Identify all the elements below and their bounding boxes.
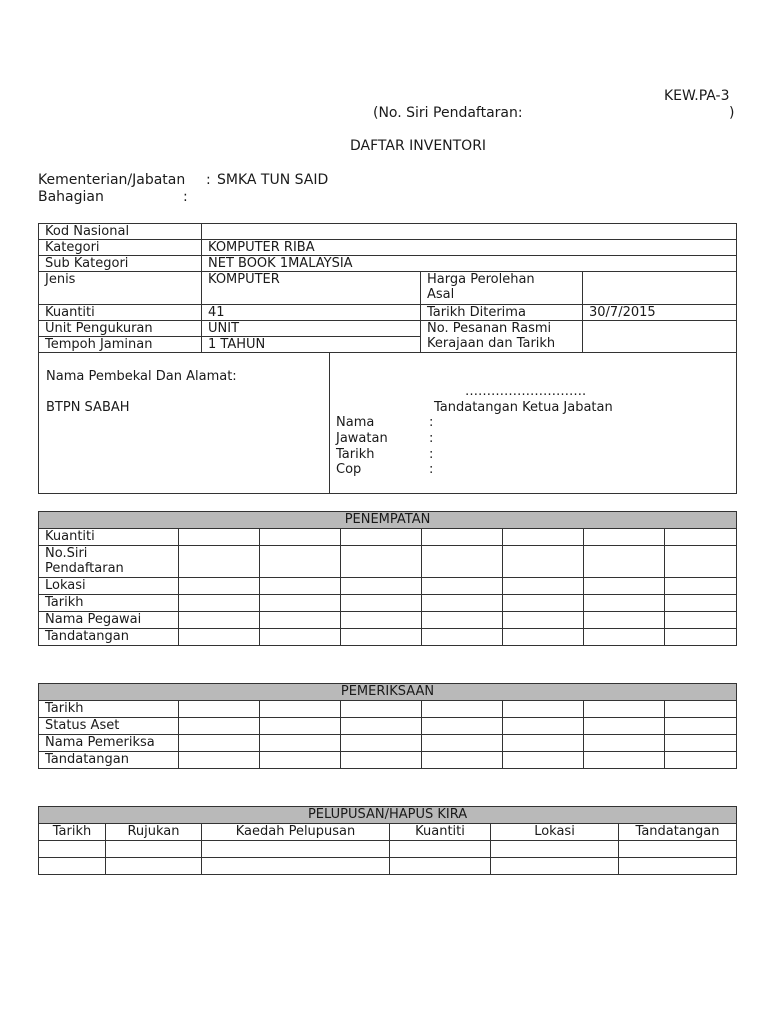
kategori-label: Kategori bbox=[39, 240, 202, 256]
pesanan-label-line2: Kerajaan dan Tarikh bbox=[427, 336, 556, 351]
supplier-label: Nama Pembekal Dan Alamat: bbox=[46, 369, 237, 384]
supplier-value: BTPN SABAH bbox=[46, 400, 130, 415]
tarikh-label: Tarikh bbox=[336, 447, 375, 462]
supplier-divider bbox=[329, 352, 330, 493]
form-code: KEW.PA-3 bbox=[664, 88, 730, 104]
siri-label: (No. Siri Pendaftaran: bbox=[373, 105, 523, 121]
pesanan-value bbox=[583, 321, 737, 353]
jenis-value: KOMPUTER bbox=[202, 272, 421, 305]
pemeriksaan-title: PEMERIKSAAN bbox=[39, 684, 737, 701]
penempatan-row-pegawai: Nama Pegawai bbox=[39, 612, 179, 629]
harga-label-line1: Harga Perolehan bbox=[427, 272, 535, 287]
jawatan-label: Jawatan bbox=[336, 431, 388, 446]
kuantiti-value: 41 bbox=[202, 305, 421, 321]
tarikh-diterima-label: Tarikh Diterima bbox=[421, 305, 583, 321]
kategori-value: KOMPUTER RIBA bbox=[202, 240, 737, 256]
nosiri-line1: No.Siri bbox=[45, 546, 88, 561]
page-title: DAFTAR INVENTORI bbox=[350, 138, 487, 154]
pemeriksaan-row-status: Status Aset bbox=[39, 718, 179, 735]
subkategori-label: Sub Kategori bbox=[39, 256, 202, 272]
siri-close: ) bbox=[729, 105, 735, 121]
table-row bbox=[39, 841, 737, 858]
pelupusan-col-tarikh: Tarikh bbox=[39, 824, 106, 841]
subkategori-value: NET BOOK 1MALAYSIA bbox=[202, 256, 737, 272]
bahagian-label: Bahagian bbox=[38, 189, 104, 205]
nosiri-line2: Pendaftaran bbox=[45, 561, 124, 576]
penempatan-row-lokasi: Lokasi bbox=[39, 578, 179, 595]
kementerian-sep: : bbox=[206, 172, 211, 188]
penempatan-row-tandatangan: Tandatangan bbox=[39, 629, 179, 646]
pelupusan-title: PELUPUSAN/HAPUS KIRA bbox=[39, 807, 737, 824]
pelupusan-col-rujukan: Rujukan bbox=[106, 824, 202, 841]
pemeriksaan-row-tarikh: Tarikh bbox=[39, 701, 179, 718]
pelupusan-col-kaedah: Kaedah Pelupusan bbox=[202, 824, 390, 841]
penempatan-row-nosiri bbox=[39, 546, 179, 578]
kod-nasional-label: Kod Nasional bbox=[39, 224, 202, 240]
pelupusan-col-tandatangan: Tandatangan bbox=[619, 824, 737, 841]
jaminan-value: 1 TAHUN bbox=[202, 337, 421, 353]
kod-nasional-value bbox=[202, 224, 737, 240]
cop-label: Cop bbox=[336, 462, 362, 477]
harga-label bbox=[421, 272, 583, 305]
pesanan-label bbox=[421, 321, 583, 353]
cop-sep: : bbox=[429, 462, 434, 477]
bahagian-sep: : bbox=[183, 189, 188, 205]
penempatan-row-kuantiti: Kuantiti bbox=[39, 529, 179, 546]
jenis-label: Jenis bbox=[39, 272, 202, 305]
unit-value: UNIT bbox=[202, 321, 421, 337]
kuantiti-label: Kuantiti bbox=[39, 305, 202, 321]
jawatan-sep: : bbox=[429, 431, 434, 446]
harga-label-line2: Asal bbox=[427, 287, 455, 302]
pemeriksaan-table bbox=[38, 683, 737, 769]
signature-dots: ………………………. bbox=[465, 384, 587, 399]
signature-label: Tandatangan Ketua Jabatan bbox=[434, 400, 613, 415]
nama-label: Nama bbox=[336, 415, 375, 430]
unit-label: Unit Pengukuran bbox=[39, 321, 202, 337]
penempatan-title: PENEMPATAN bbox=[39, 512, 737, 529]
tarikh-diterima-value: 30/7/2015 bbox=[583, 305, 737, 321]
pemeriksaan-row-pemeriksa: Nama Pemeriksa bbox=[39, 735, 179, 752]
pelupusan-col-lokasi: Lokasi bbox=[491, 824, 619, 841]
nama-sep: : bbox=[429, 415, 434, 430]
jaminan-label: Tempoh Jaminan bbox=[39, 337, 202, 353]
pelupusan-table bbox=[38, 806, 737, 875]
penempatan-row-tarikh: Tarikh bbox=[39, 595, 179, 612]
pesanan-label-line1: No. Pesanan Rasmi bbox=[427, 321, 552, 336]
kementerian-label: Kementerian/Jabatan bbox=[38, 172, 186, 188]
kementerian-value: SMKA TUN SAID bbox=[217, 172, 329, 188]
table-row bbox=[39, 858, 737, 875]
pemeriksaan-row-tandatangan: Tandatangan bbox=[39, 752, 179, 769]
info-table bbox=[38, 223, 737, 353]
pelupusan-col-kuantiti: Kuantiti bbox=[390, 824, 491, 841]
penempatan-table bbox=[38, 511, 737, 646]
harga-value bbox=[583, 272, 737, 305]
tarikh-sep: : bbox=[429, 447, 434, 462]
